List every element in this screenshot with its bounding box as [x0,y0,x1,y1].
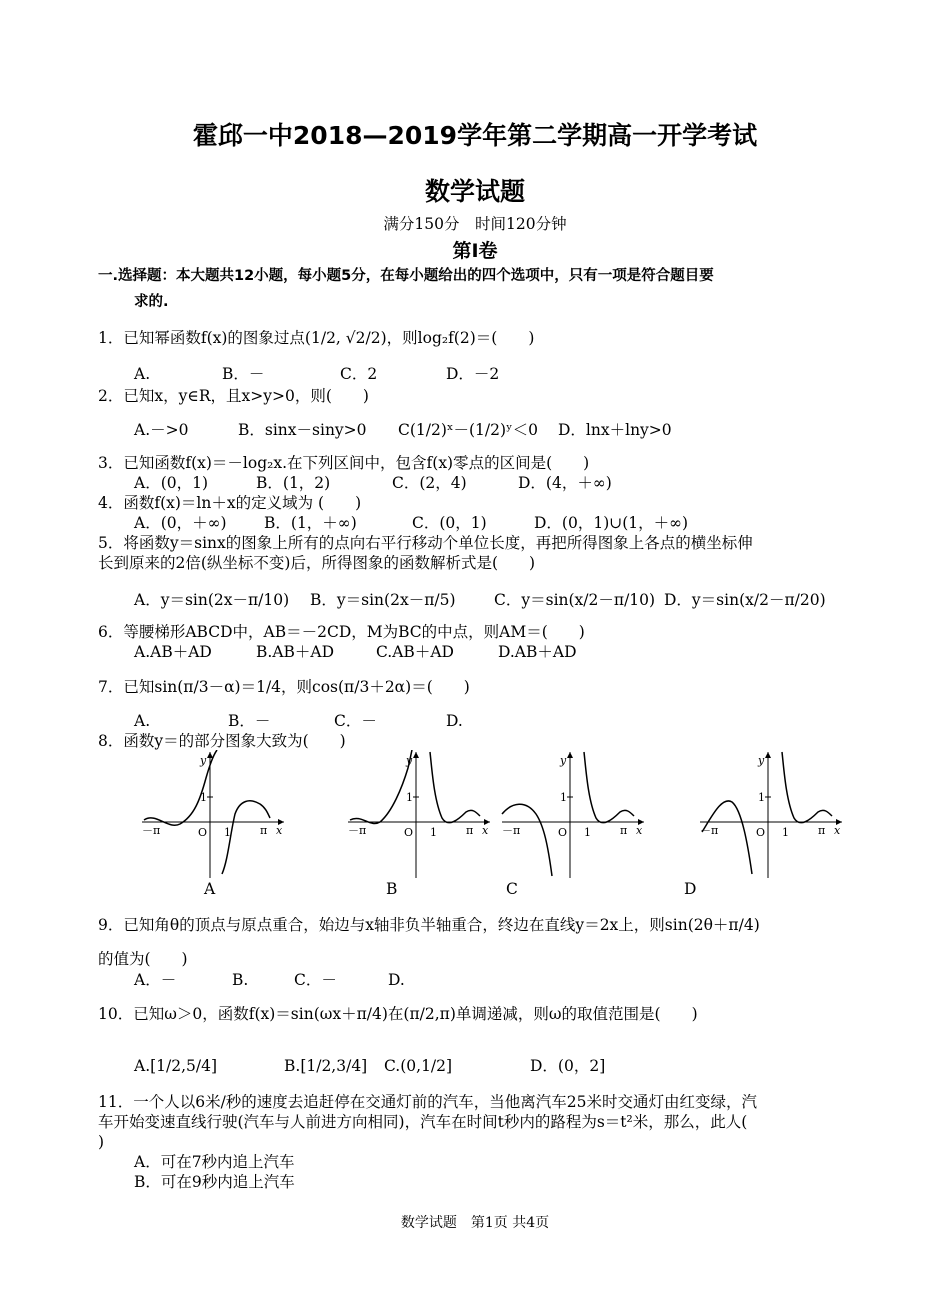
x-tick-label: 1 [782,826,789,839]
pi-label: π [818,824,826,837]
origin-label: O [198,826,208,839]
page-footer: 数学试题 第1页 共4页 [400,1215,550,1231]
question-4-options [134,513,884,533]
option-d[interactable]: D．lnx＋lny>0 [558,421,672,439]
question-3-stem: 3．已知函数f(x)＝－log₂x.在下列区间中，包含f(x)零点的区间是( ) [98,454,590,472]
option-c[interactable]: C(1/2)ˣ－(1/2)ʸ＜0 [398,421,538,439]
question-1-stem: 1．已知幂函数f(x)的图象过点(1/2, √2/2)，则log₂f(2)＝( ) [98,329,535,347]
graph-b[interactable] [344,750,494,882]
option-a[interactable]: A．－ [134,971,177,989]
option-c[interactable]: C．－ [294,971,337,989]
neg-pi-label: －π [502,824,521,837]
option-b[interactable]: B.[1/2,3/4] [284,1057,368,1075]
graph-a[interactable] [138,750,288,882]
option-a[interactable]: A.[1/2,5/4] [134,1057,218,1075]
neg-pi-label: －π [142,824,161,837]
option-a[interactable]: A. [134,365,151,383]
section-heading-cont: 求的. [134,294,169,310]
question-9-stem: 9．已知角θ的顶点与原点重合，始边与x轴非负半轴重合，终边在直线y＝2x上，则sin(2θ＋π/4) [98,916,760,934]
option-d[interactable]: D．(0，2] [530,1057,606,1075]
question-11-option-b[interactable]: B．可在9秒内追上汽车 [134,1173,295,1191]
question-5-options [134,590,884,610]
question-5-stem: 5．将函数y＝sinx的图象上所有的点向右平行移动个单位长度，再把所得图象上各点的横坐标伸 [98,534,753,552]
question-3-options [134,473,884,493]
origin-label: O [404,826,414,839]
question-1-options [134,364,884,384]
option-b[interactable]: B．(1，＋∞) [264,514,357,532]
question-2-options [134,420,884,440]
option-b[interactable]: B.AB＋AD [256,643,335,661]
x-tick-label: 1 [430,826,437,839]
axis-x-label: x [482,824,489,837]
option-c[interactable]: C.AB＋AD [376,643,454,661]
question-9-stem-cont: 的值为( ) [98,950,188,968]
neg-pi-label: －π [348,824,367,837]
question-11-option-a[interactable]: A．可在7秒内追上汽车 [134,1153,295,1171]
option-b[interactable]: B．－ [228,712,271,730]
option-a[interactable]: A. [134,712,151,730]
question-4-stem: 4．函数f(x)＝ln＋x的定义域为 ( ) [98,494,362,512]
question-7-options [134,711,884,731]
axis-y-label: y [406,754,413,767]
option-d[interactable]: D. [446,712,463,730]
option-a[interactable]: A．(0，1) [134,474,209,492]
axis-x-label: x [834,824,841,837]
question-10-options [134,1056,884,1076]
option-d[interactable]: D. [388,971,405,989]
neg-pi-label: －π [700,824,719,837]
option-a[interactable]: A．y＝sin(2x－π/10) [134,591,290,609]
option-d[interactable]: D．－2 [446,365,500,383]
question-11-stem-cont: 车开始变速直线行驶(汽车与人前进方向相同)，汽车在时间t秒内的路程为s＝t²米，那么，此人( [98,1113,748,1131]
section-heading: 一.选择题：本大题共12小题，每小题5分，在每小题给出的四个选项中，只有一项是符合题目要 [98,268,714,284]
option-a[interactable]: A．(0，＋∞) [134,514,227,532]
option-c[interactable]: C．－ [334,712,377,730]
graph-d-label: D [684,880,697,898]
option-d[interactable]: D．(0，1)∪(1，＋∞) [534,514,689,532]
axis-y-label: y [560,754,567,767]
y-tick-label: 1 [758,791,765,804]
question-11-stem: 11．一个人以6米/秒的速度去追赶停在交通灯前的汽车，当他离汽车25米时交通灯由红变绿，汽 [98,1093,758,1111]
origin-label: O [756,826,766,839]
option-c[interactable]: C．(0，1) [412,514,487,532]
question-11-stem-end: ) [98,1133,105,1151]
option-b[interactable]: B. [232,971,249,989]
subject-title: 数学试题 [424,177,525,206]
y-tick-label: 1 [560,791,567,804]
y-tick-label: 1 [406,791,413,804]
option-c[interactable]: C．(2，4) [392,474,467,492]
graph-a-label: A [204,880,216,898]
option-d[interactable]: D．y＝sin(x/2－π/20) [664,591,826,609]
question-8-stem: 8．函数y＝的部分图象大致为( ) [98,732,346,750]
exam-title: 霍邱一中2018—2019学年第二学期高一开学考试 [192,121,758,150]
question-6-stem: 6．等腰梯形ABCD中，AB＝－2CD，M为BC的中点，则AM＝( ) [98,623,585,641]
option-a[interactable]: A.－>0 [134,421,189,439]
question-5-stem-cont: 长到原来的2倍(纵坐标不变)后，所得图象的函数解析式是( ) [98,554,536,572]
question-10-stem: 10．已知ω＞0，函数f(x)＝sin(ωx＋π/4)在(π/2,π)单调递减，则ω的取值范围是( ) [98,1005,698,1023]
pi-label: π [620,824,628,837]
option-b[interactable]: B．y＝sin(2x－π/5) [310,591,456,609]
exam-meta: 满分150分 时间120分钟 [383,215,567,233]
origin-label: O [558,826,568,839]
option-b[interactable]: B．sinx－siny>0 [238,421,367,439]
x-tick-label: 1 [584,826,591,839]
question-9-options [134,970,884,990]
question-6-options [134,642,884,662]
axis-x-label: x [636,824,643,837]
option-c[interactable]: C．y＝sin(x/2－π/10) [494,591,656,609]
pi-label: π [260,824,268,837]
question-7-stem: 7．已知sin(π/3－α)＝1/4，则cos(π/3＋2α)＝( ) [98,678,470,696]
graph-c[interactable] [498,750,648,882]
pi-label: π [466,824,474,837]
axis-x-label: x [276,824,283,837]
option-d[interactable]: D.AB＋AD [498,643,577,661]
y-tick-label: 1 [200,791,207,804]
axis-y-label: y [200,754,207,767]
x-tick-label: 1 [224,826,231,839]
graph-b-label: B [386,880,398,898]
axis-y-label: y [758,754,765,767]
graph-d[interactable] [696,750,846,882]
option-c[interactable]: C.(0,1/2] [384,1057,453,1075]
graph-c-label: C [506,880,518,898]
option-a[interactable]: A.AB＋AD [134,643,212,661]
option-b[interactable]: B．(1，2) [256,474,331,492]
question-2-stem: 2．已知x，y∈R，且x>y>0，则( ) [98,387,369,405]
option-b[interactable]: B．－ [222,365,265,383]
option-d[interactable]: D．(4，＋∞) [518,474,612,492]
option-c[interactable]: C．2 [340,365,378,383]
volume-title: 第Ⅰ卷 [452,240,498,262]
